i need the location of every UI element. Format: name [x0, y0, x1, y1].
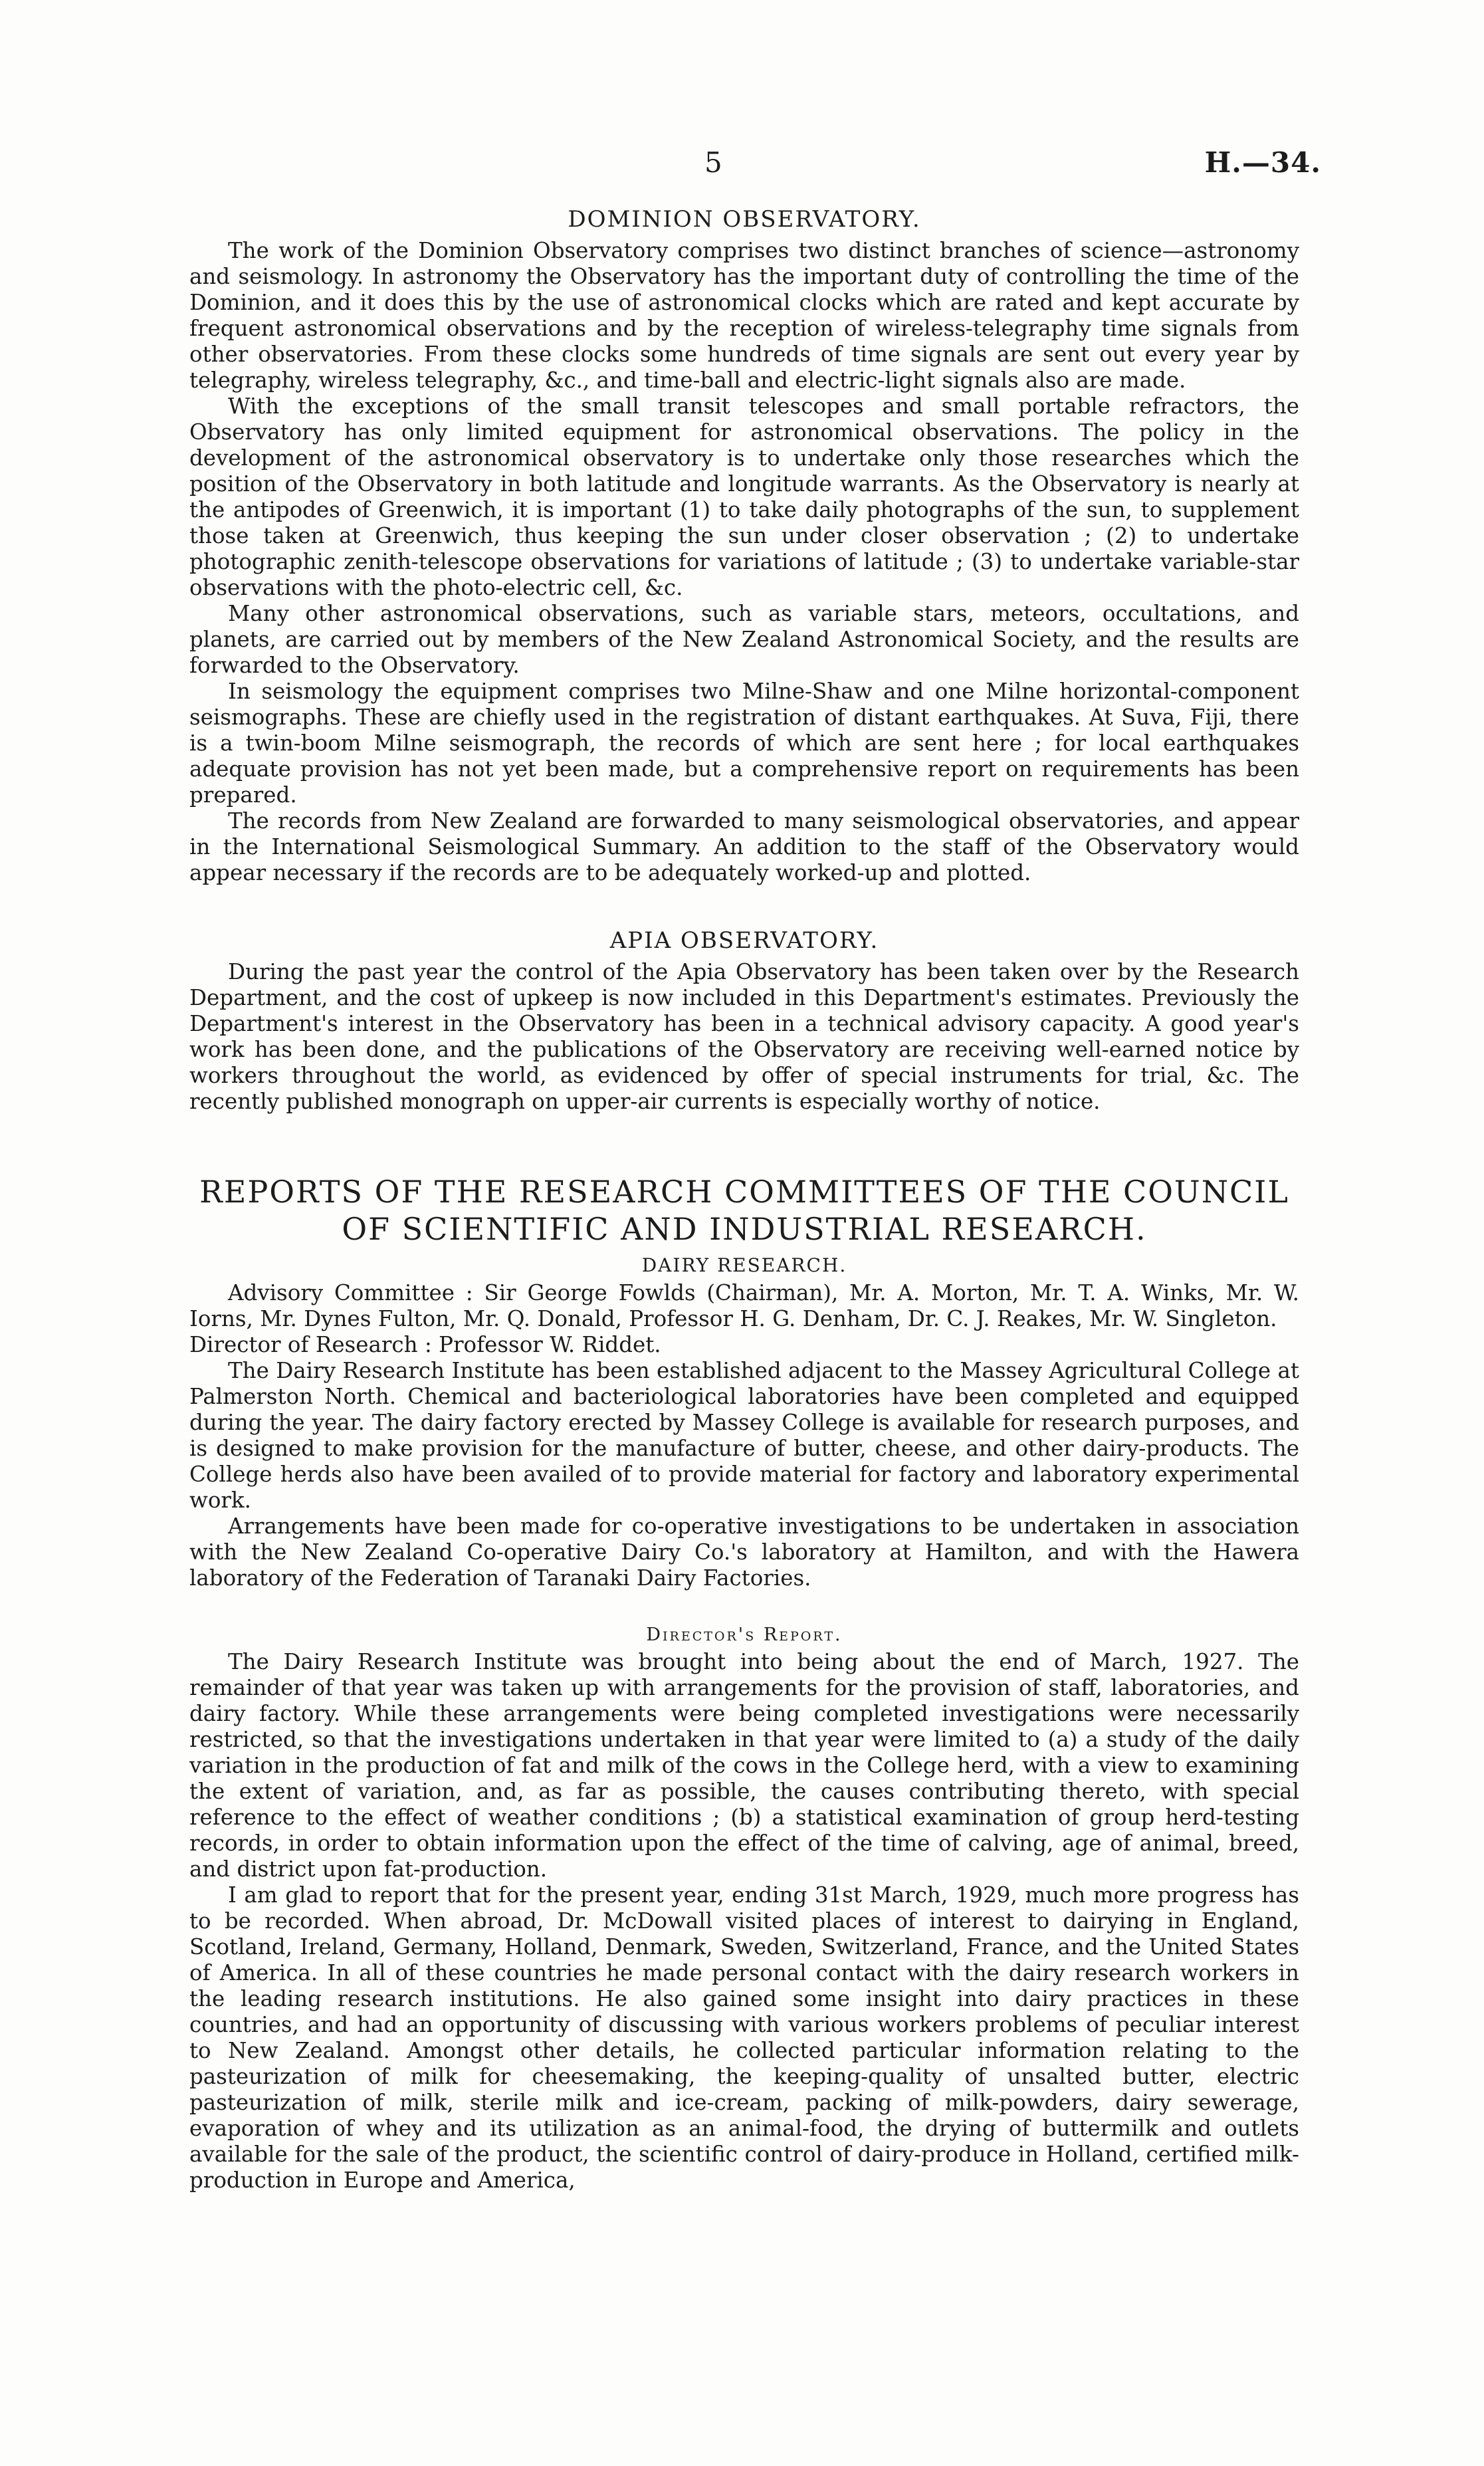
section-title: APIA OBSERVATORY. [609, 927, 879, 954]
dominion-observatory-section [189, 206, 1299, 886]
apia-observatory-section [189, 927, 1299, 1115]
report-title: Director's Report. [646, 1625, 843, 1645]
paragraph: Advisory Committee : Sir George Fowlds (Chairman), Mr. A. Morton, Mr. T. A. Winks, Mr. W. Iorns, Mr. Dynes Fulton, Mr. Q. Donald, Professor H. G. Denham, Dr. C. J. Reakes, Mr. W. Singleton. [189, 1280, 1299, 1331]
section-title: DOMINION OBSERVATORY. [568, 206, 921, 233]
paragraph: With the exceptions of the small transit telescopes and small portable refractors, the Observatory has only limited equipment for astronomical observations. The policy in the development of the astronomical observatory is to undertake only those researches which the position of the Observatory in both latitude and longitude warrants. As the Observatory is nearly at the antipodes of Greenwich, it is important (1) to take daily photographs of the sun, to supplement those taken at Greenwich, thus keeping the sun under closer observation ; (2) to undertake photographic zenith-telescope observations for variations of latitude ; (3) to undertake variable-star observations with the photo-electric cell, &c. [189, 393, 1299, 600]
paragraph: The work of the Dominion Observatory comprises two distinct branches of science—astronomy and seismology. In astronomy the Observatory has the important duty of controlling the time of the Dominion, and it does this by the use of astronomical clocks which are rated and kept accurate by frequent astronomical observations and by the reception of wireless-telegraphy time signals from other observatories. From these clocks some hundreds of time signals are sent out every year by telegraphy, wireless telegraphy, &c., and time-ball and electric-light signals also are made. [189, 238, 1299, 393]
research-committees-section [189, 1173, 1299, 2193]
paragraph: Director of Research : Professor W. Riddet. [189, 1332, 661, 1357]
paragraph: Arrangements have been made for co-operative investigations to be undertaken in association with the New Zealand Co-operative Dairy Co.'s laboratory at Hamilton, and with the Hawera laboratory of the Federation of Taranaki Dairy Factories. [189, 1513, 1299, 1591]
page-number: 5 [704, 146, 722, 179]
paragraph: In seismology the equipment comprises two Milne-Shaw and one Milne horizontal-component seismographs. These are chiefly used in the registration of distant earthquakes. At Suva, Fiji, there is a twin-boom Milne seismograph, the records of which are sent here ; for local earthquakes adequate provision has not yet been made, but a comprehensive report on requirements has been prepared. [189, 679, 1299, 808]
paragraph: The records from New Zealand are forwarded to many seismological observatories, and appear in the International Seismological Summary. An addition to the staff of the Observatory would appear necessary if the records are to be adequately worked-up and plotted. [189, 808, 1299, 885]
page-content [189, 206, 1299, 2193]
paragraph: The Dairy Research Institute has been established adjacent to the Massey Agricultural College at Palmerston North. Chemical and bacteriological laboratories have been completed and equipped during the year. The dairy factory erected by Massey College is available for research purposes, and is designed to make provision for the manufacture of butter, cheese, and other dairy-products. The College herds also have been availed of to provide material for factory and laboratory experimental work. [189, 1358, 1299, 1513]
paragraph: I am glad to report that for the present year, ending 31st March, 1929, much more progress has to be recorded. When abroad, Dr. McDowall visited places of interest to dairying in England, Scotland, Ireland, Germany, Holland, Denmark, Sweden, Switzerland, France, and the United States of America. In all of these countries he made personal contact with the dairy research workers in the leading research institutions. He also gained some insight into dairy practices in these countries, and had an opportunity of discussing with various workers problems of peculiar interest to New Zealand. Amongst other details, he collected particular information relating to the pasteurization of milk for cheesemaking, the keeping-quality of unsalted butter, electric pasteurization of milk, sterile milk and ice-cream, packing of milk-powders, dairy sewerage, evaporation of whey and its utilization as an animal-food, the drying of buttermilk and outlets available for the sale of the product, the scientific control of dairy-produce in Holland, certified milk-production in Europe and America, [189, 1882, 1299, 2193]
page-header [0, 146, 1484, 186]
paragraph: Many other astronomical observations, such as variable stars, meteors, occultations, and planets, are carried out by members of the New Zealand Astronomical Society, and the results are forwarded to the Observatory. [189, 601, 1299, 678]
subsection-title: DAIRY RESEARCH. [641, 1254, 847, 1276]
main-heading: REPORTS OF THE RESEARCH COMMITTEES OF THE COUNCIL OF SCIENTIFIC AND INDUSTRIAL RESEARCH. [199, 1174, 1289, 1247]
document-reference: H.—34. [1204, 146, 1321, 179]
paragraph: The Dairy Research Institute was brought into being about the end of March, 1927. The remainder of that year was taken up with arrangements for the provision of staff, laboratories, and dairy factory. While these arrangements were being completed investigations were necessarily restricted, so that the investigations undertaken in that year were limited to (a) a study of the daily variation in the production of fat and milk of the cows in the College herd, with a view to examining the extent of variation, and, as far as possible, the causes contributing thereto, with special reference to the effect of weather conditions ; (b) a statistical examination of group herd-testing records, in order to obtain information upon the effect of the time of calving, age of animal, breed, and district upon fat-production. [189, 1649, 1299, 1882]
paragraph: During the past year the control of the Apia Observatory has been taken over by the Research Department, and the cost of upkeep is now included in this Department's estimates. Previously the Department's interest in the Observatory has been in a technical advisory capacity. A good year's work has been done, and the publications of the Observatory are receiving well-earned notice by workers throughout the world, as evidenced by offer of special instruments for trial, &c. The recently published monograph on upper-air currents is especially worthy of notice. [189, 959, 1299, 1114]
